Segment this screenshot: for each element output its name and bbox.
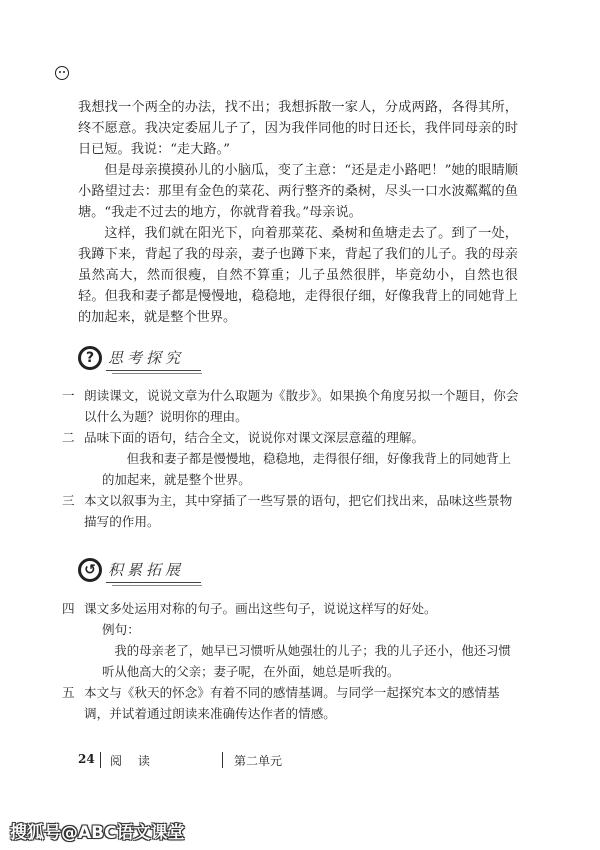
footer-divider <box>222 752 223 768</box>
questions-think <box>62 385 522 532</box>
question-item <box>62 490 522 532</box>
example-label: 例句： <box>102 622 140 637</box>
passage-paragraph: 我想找一个两全的办法，找不出；我想拆散一家人，分成两路，各得其所，终不愿意。我决定委屈儿子了，因为我伴同他的时日还长，我伴同母亲的时日已短。我说：“走大路。” <box>78 100 518 157</box>
question-number: 三 <box>62 493 75 508</box>
question-number: 一 <box>62 388 75 403</box>
question-text: 品味下面的语句，结合全文，说说你对课文深层意蕴的理解。 <box>84 430 425 445</box>
passage-paragraph: 但是母亲摸摸孙儿的小脑瓜，变了主意：“还是走小路吧！”她的眼睛顺小路望过去：那里有金色的菜花、两行整齐的桑树，尽头一口水波粼粼的鱼塘。“我走不过去的地方，你就背着我。”母亲说。 <box>78 163 518 220</box>
footer-divider <box>100 752 101 768</box>
section-header-extend <box>78 556 278 586</box>
question-item <box>62 682 522 724</box>
footer-unit: 第二单元 <box>234 754 283 768</box>
question-number: 四 <box>62 601 75 616</box>
watermark: 搜狐号@ABC语文课堂 <box>10 823 185 843</box>
example-sentence: 我的母亲老了，她早已习惯听从她强壮的儿子；我的儿子还小，他还习惯听从他高大的父亲；妻子呢，在外面，她总是听我的。 <box>102 643 511 679</box>
page-footer <box>78 752 518 772</box>
question-number: 五 <box>62 685 75 700</box>
questions-extend <box>62 598 522 724</box>
question-item <box>62 427 522 448</box>
question-item <box>62 385 522 427</box>
question-text: 本文与《秋天的怀念》有着不同的感情基调。与同学一起探究本文的感情基调，并试着通过朗读来准确传达作者的情感。 <box>84 685 500 721</box>
page-number: 24 <box>78 752 95 766</box>
passage-paragraph: 这样，我们就在阳光下，向着那菜花、桑树和鱼塘走去了。到了一处，我蹲下来，背起了我的母亲，妻子也蹲下来，背起了我们的儿子。我的母亲虽然高大，然而很瘦，自然不算重；儿子虽然很胖，毕竟幼小，自然也很轻。但我和妻子都是慢慢地，稳稳地，走得很仔细，好像我背上的同她背上的加起来，就是整个世界。 <box>78 226 518 325</box>
section-rule <box>106 370 201 371</box>
question-mark-icon: ? <box>78 346 102 370</box>
quoted-sentence: 但我和妻子都是慢慢地，稳稳地，走得很仔细，好像我背上的同她背上的加起来，就是整个世界。 <box>102 451 511 487</box>
footer-section: 阅 读 <box>110 754 156 768</box>
question-text: 课文多处运用对称的句子。画出这些句子，说说这样写的好处。 <box>84 601 437 616</box>
section-title: 积累拓展 <box>108 561 185 579</box>
smiley-icon <box>55 66 69 80</box>
passage <box>78 97 518 328</box>
question-text: 本文以叙事为主，其中穿插了一些写景的语句，把它们找出来，品味这些景物描写的作用。 <box>84 493 513 529</box>
question-number: 二 <box>62 430 75 445</box>
question-text: 朗读课文，说说文章为什么取题为《散步》。如果换个角度另拟一个题目，你会以什么为题？说明你的理由。 <box>84 388 519 424</box>
refresh-arrow-icon: ↺ <box>78 558 102 582</box>
question-item <box>62 598 522 619</box>
section-rule <box>106 582 201 583</box>
section-title: 思考探究 <box>108 349 185 367</box>
section-header-think <box>78 344 278 374</box>
